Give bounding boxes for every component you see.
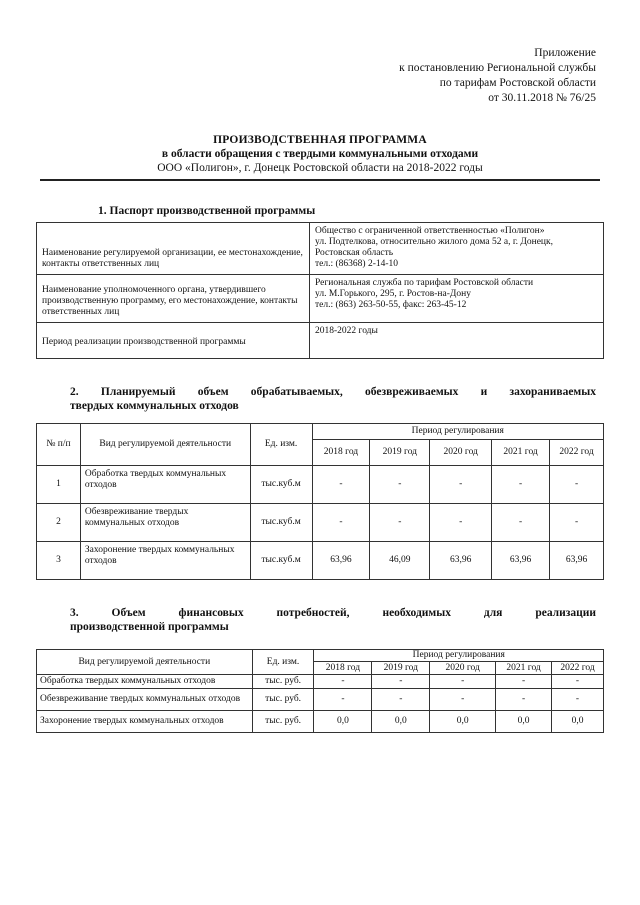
row-value: 63,96 bbox=[312, 542, 370, 580]
heading-line: 3. Объем финансовых потребностей, необходимых для реализации bbox=[70, 607, 596, 619]
row-number: 2 bbox=[37, 504, 81, 542]
row-value: - bbox=[552, 675, 604, 689]
row-value: 0,0 bbox=[314, 711, 372, 733]
row-value: 0,0 bbox=[496, 711, 552, 733]
value-line: 2018-2022 годы bbox=[315, 326, 378, 336]
period-header: Период регулирования bbox=[312, 424, 603, 440]
column-header-activity: Вид регулируемой деятельности bbox=[37, 650, 253, 675]
row-value: - bbox=[492, 466, 550, 504]
value-line: ул. М.Горького, 295, г. Ростов-на-Дону bbox=[315, 289, 471, 299]
column-header-unit: Ед. изм. bbox=[252, 650, 314, 675]
appendix-line: по тарифам Ростовской области bbox=[439, 77, 596, 89]
value-line: ул. Подтелкова, относительно жилого дома 52 а, г. Донецк, bbox=[315, 237, 553, 247]
row-value: - bbox=[372, 675, 430, 689]
appendix-line: от 30.11.2018 № 76/25 bbox=[488, 92, 596, 104]
row-value: - bbox=[550, 504, 604, 542]
row-activity: Обезвреживание твердых коммунальных отходов bbox=[37, 689, 253, 711]
year-header: 2019 год bbox=[370, 440, 430, 466]
row-value: - bbox=[372, 689, 430, 711]
row-value: - bbox=[552, 689, 604, 711]
section3-heading bbox=[70, 606, 596, 634]
passport-value bbox=[310, 275, 604, 323]
heading-line: 2. Планируемый объем обрабатываемых, обезвреживаемых и захораниваемых bbox=[70, 386, 596, 398]
table-row bbox=[37, 675, 604, 689]
table-row bbox=[37, 542, 604, 580]
value-line: тел.: (86368) 2-14-10 bbox=[315, 259, 399, 269]
column-header-unit: Ед. изм. bbox=[250, 424, 312, 466]
section1-heading: 1. Паспорт производственной программы bbox=[98, 205, 316, 217]
document-title bbox=[40, 133, 600, 175]
title-line: ООО «Полигон», г. Донецк Ростовской области на 2018-2022 годы bbox=[157, 162, 483, 174]
appendix-line: Приложение bbox=[534, 47, 596, 59]
table-row bbox=[37, 504, 604, 542]
row-unit: тыс. руб. bbox=[252, 711, 314, 733]
row-value: 63,96 bbox=[430, 542, 492, 580]
period-header: Период регулирования bbox=[314, 650, 604, 662]
table-header-row bbox=[37, 650, 604, 662]
table-row bbox=[37, 223, 604, 275]
row-value: - bbox=[550, 466, 604, 504]
table-row bbox=[37, 466, 604, 504]
value-line: Региональная служба по тарифам Ростовской области bbox=[315, 278, 534, 288]
title-divider bbox=[40, 179, 600, 181]
row-value: 0,0 bbox=[430, 711, 496, 733]
year-header: 2018 год bbox=[314, 662, 372, 675]
row-activity: Обработка твердых коммунальных отходов bbox=[80, 466, 250, 504]
appendix-reference bbox=[399, 46, 596, 106]
row-activity: Обезвреживание твердых коммунальных отходов bbox=[80, 504, 250, 542]
table-header-row bbox=[37, 424, 604, 440]
row-value: - bbox=[430, 504, 492, 542]
row-activity: Обработка твердых коммунальных отходов bbox=[37, 675, 253, 689]
row-value: 0,0 bbox=[552, 711, 604, 733]
value-line: Общество с ограниченной ответственностью «Полигон» bbox=[315, 226, 545, 236]
title-line: в области обращения с твердыми коммунальными отходами bbox=[161, 148, 479, 160]
finance-table bbox=[36, 649, 604, 733]
row-value: 0,0 bbox=[372, 711, 430, 733]
row-value: - bbox=[430, 675, 496, 689]
heading-line: производственной программы bbox=[70, 621, 229, 633]
passport-label: Наименование регулируемой организации, ее местонахождение, контакты ответственных лиц bbox=[37, 223, 310, 275]
row-value: 46,09 bbox=[370, 542, 430, 580]
row-unit: тыс. руб. bbox=[252, 675, 314, 689]
row-value: - bbox=[492, 504, 550, 542]
year-header: 2020 год bbox=[430, 662, 496, 675]
row-number: 1 bbox=[37, 466, 81, 504]
passport-value bbox=[310, 323, 604, 359]
row-value: - bbox=[370, 466, 430, 504]
row-unit: тыс.куб.м bbox=[250, 466, 312, 504]
row-value: - bbox=[370, 504, 430, 542]
row-value: - bbox=[430, 689, 496, 711]
row-value: - bbox=[314, 689, 372, 711]
year-header: 2018 год bbox=[312, 440, 370, 466]
row-unit: тыс.куб.м bbox=[250, 542, 312, 580]
value-line: тел.: (863) 263-50-55, факс: 263-45-12 bbox=[315, 300, 467, 310]
volume-table bbox=[36, 423, 604, 580]
appendix-line: к постановлению Региональной службы bbox=[399, 62, 596, 74]
row-value: - bbox=[312, 466, 370, 504]
value-line: Ростовская область bbox=[315, 248, 394, 258]
row-value: - bbox=[496, 675, 552, 689]
year-header: 2019 год bbox=[372, 662, 430, 675]
table-row bbox=[37, 275, 604, 323]
row-value: 63,96 bbox=[492, 542, 550, 580]
row-activity: Захоронение твердых коммунальных отходов bbox=[80, 542, 250, 580]
heading-line: твердых коммунальных отходов bbox=[70, 400, 239, 412]
column-header-activity: Вид регулируемой деятельности bbox=[80, 424, 250, 466]
row-value: - bbox=[314, 675, 372, 689]
year-header: 2021 год bbox=[492, 440, 550, 466]
passport-label: Наименование уполномоченного органа, утвердившего производственную программу, его местонахождение, контакты ответственных лиц bbox=[37, 275, 310, 323]
row-activity: Захоронение твердых коммунальных отходов bbox=[37, 711, 253, 733]
row-unit: тыс. руб. bbox=[252, 689, 314, 711]
passport-table bbox=[36, 222, 604, 359]
row-unit: тыс.куб.м bbox=[250, 504, 312, 542]
passport-value bbox=[310, 223, 604, 275]
row-value: 63,96 bbox=[550, 542, 604, 580]
row-value: - bbox=[430, 466, 492, 504]
section2-heading bbox=[70, 385, 596, 413]
row-value: - bbox=[312, 504, 370, 542]
row-number: 3 bbox=[37, 542, 81, 580]
title-line: ПРОИЗВОДСТВЕННАЯ ПРОГРАММА bbox=[213, 134, 427, 146]
table-row bbox=[37, 689, 604, 711]
year-header: 2022 год bbox=[550, 440, 604, 466]
table-row bbox=[37, 711, 604, 733]
year-header: 2020 год bbox=[430, 440, 492, 466]
table-row bbox=[37, 323, 604, 359]
year-header: 2022 год bbox=[552, 662, 604, 675]
passport-label: Период реализации производственной программы bbox=[37, 323, 310, 359]
column-header-num: № п/п bbox=[37, 424, 81, 466]
year-header: 2021 год bbox=[496, 662, 552, 675]
row-value: - bbox=[496, 689, 552, 711]
